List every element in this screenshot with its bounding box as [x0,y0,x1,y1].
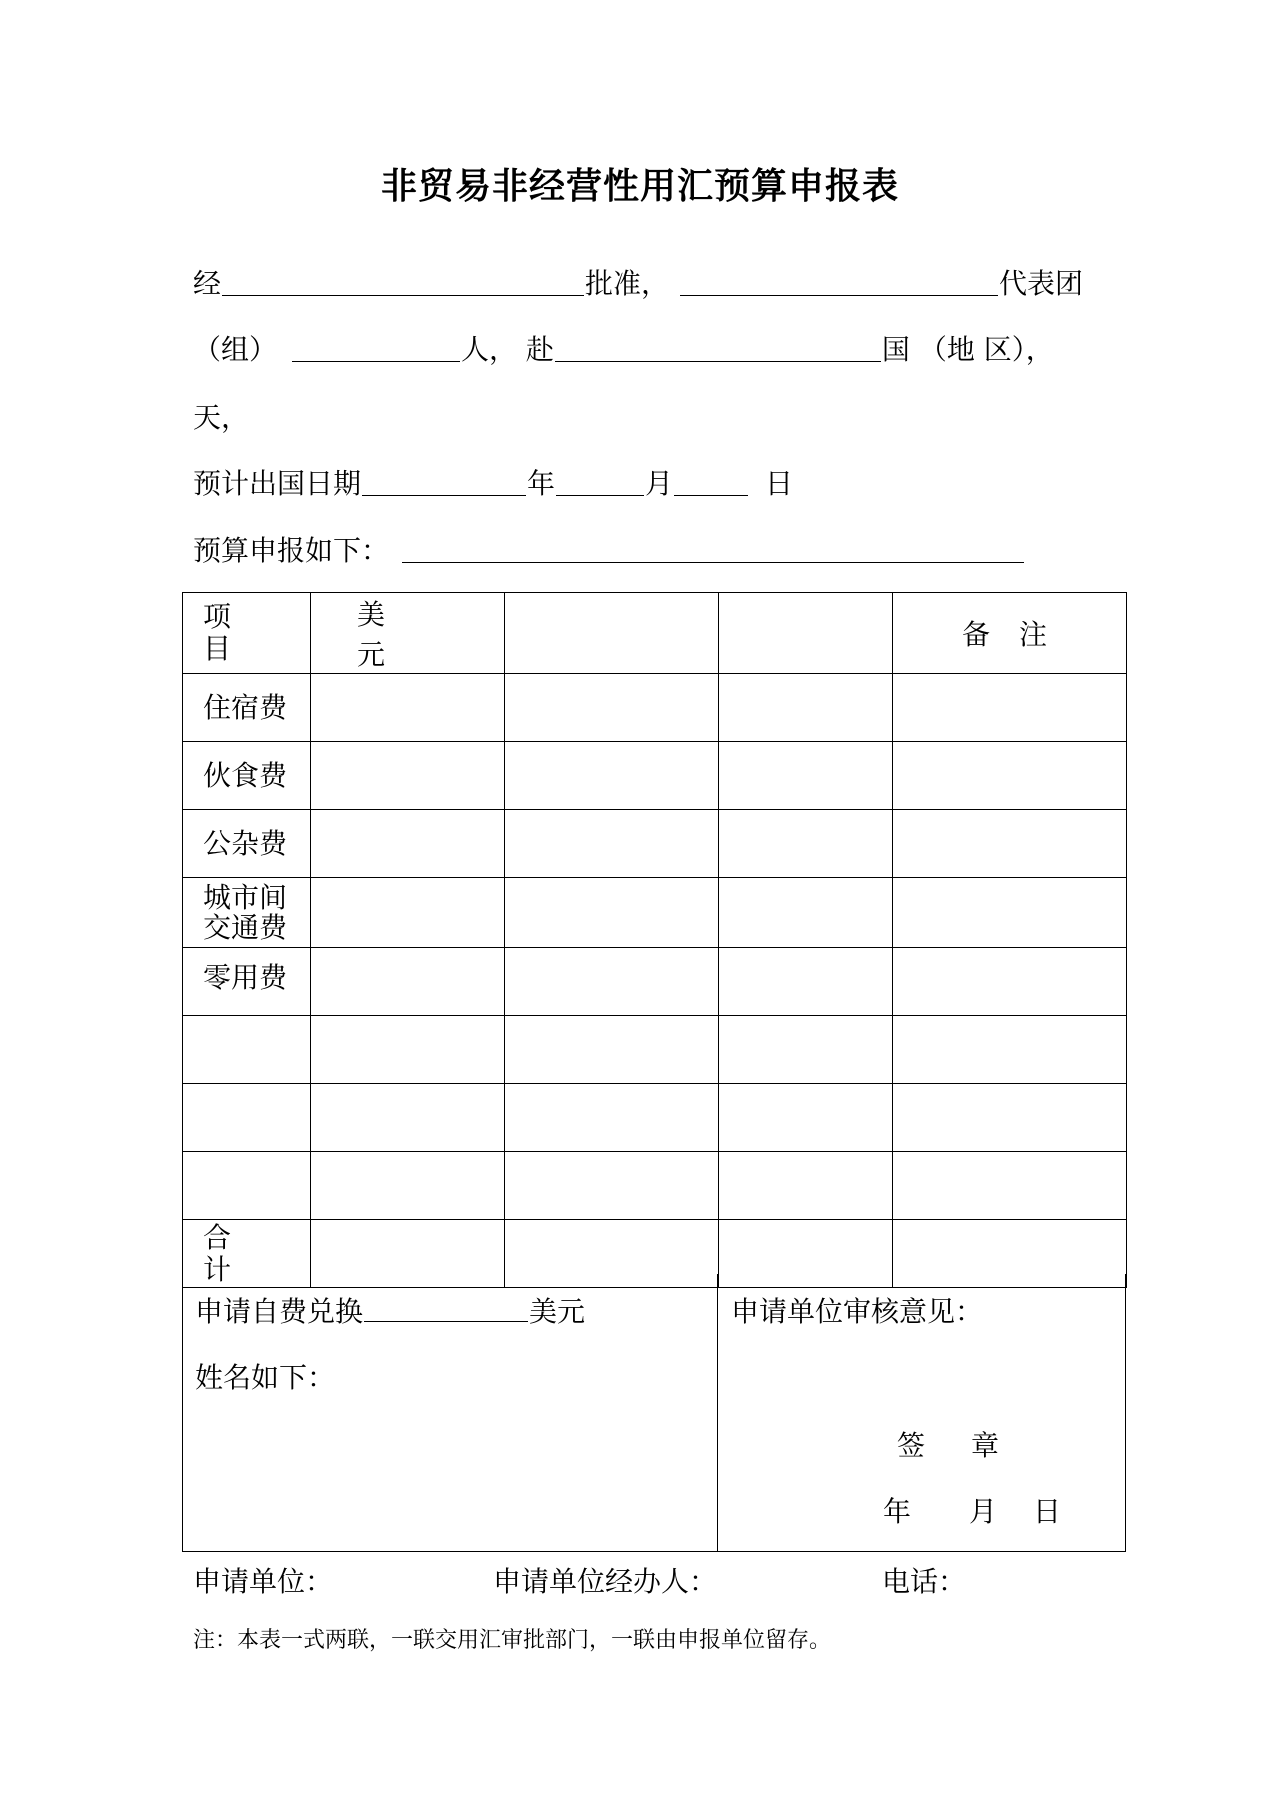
cell-usd[interactable] [311,1084,505,1152]
budget-intro-blank[interactable] [402,531,1024,563]
form-line-group [193,330,1054,370]
cell-usd[interactable] [311,1016,505,1084]
phone-label: 电话： [882,1565,967,1598]
table-row [183,810,1127,878]
cell-usd[interactable] [311,878,505,948]
departure-month-blank[interactable] [556,464,644,496]
cell[interactable] [505,742,719,810]
exchange-unit: 美元 [529,1295,586,1328]
budget-table [182,592,1127,1288]
departure-year-blank[interactable] [362,464,526,496]
form-line-departure-date [193,464,793,504]
form-line-days [193,398,249,438]
row-label-lodging: 住宿费 [183,674,311,742]
day-label: 日 [765,467,794,500]
cell-remarks[interactable] [893,878,1127,948]
footnote: 注：本表一式两联，一联交用汇审批部门，一联由申报单位留存。 [193,1628,832,1653]
handler-label: 申请单位经办人： [493,1565,718,1598]
review-year-label: 年 [883,1495,912,1528]
table-header-row [183,593,1127,674]
month-label: 月 [645,467,674,500]
cell[interactable] [719,674,893,742]
header-usd: 美 元 [311,593,505,674]
cell[interactable] [505,878,719,948]
cell[interactable] [719,1084,893,1152]
seal-label-1: 签 [897,1429,926,1462]
applicant-unit-label: 申请单位： [193,1565,334,1598]
cell-remarks[interactable] [893,948,1127,1016]
review-day-label: 日 [1033,1495,1062,1528]
cell[interactable] [505,810,719,878]
header-col3 [505,593,719,674]
group-mid: 人， 赴 [461,333,554,366]
table-row [183,1016,1127,1084]
row-label-pocket-money: 零用费 [183,948,311,1016]
table-row [183,878,1127,948]
row-label-intercity-transport: 城市间 交通费 [183,878,311,948]
cell-usd[interactable] [311,810,505,878]
cell-usd[interactable] [311,742,505,810]
cell-remarks[interactable] [893,1152,1127,1220]
form-line-budget-intro [193,531,1025,571]
table-row [183,1084,1127,1152]
approval-mid: 批准， [585,267,670,300]
days-label: 天， [193,401,250,434]
review-month-label: 月 [969,1495,998,1528]
row-label-miscellaneous: 公杂费 [183,810,311,878]
cell[interactable] [719,742,893,810]
destination-blank[interactable] [555,330,881,362]
seal-label-2: 章 [971,1429,1000,1462]
cell[interactable] [719,878,893,948]
cell-usd[interactable] [311,1152,505,1220]
delegation-suffix: 代表团 [999,267,1084,300]
form-line-approval [193,264,1083,304]
approver-blank[interactable] [222,264,584,296]
table-row [183,742,1127,810]
approval-prefix: 经 [193,267,222,300]
cell[interactable] [719,810,893,878]
exchange-amount-blank[interactable] [364,1290,528,1322]
cell-usd[interactable] [311,948,505,1016]
document-title: 非贸易非经营性用汇预算申报表 [380,166,899,207]
review-label: 申请单位审核意见： [731,1295,984,1328]
departure-date-label: 预计出国日期 [193,467,362,500]
cell[interactable] [505,1152,719,1220]
row-label-empty[interactable] [183,1152,311,1220]
cell-remarks[interactable] [893,674,1127,742]
exchange-label: 申请自费兑换 [195,1295,364,1328]
cell[interactable] [505,1016,719,1084]
budget-intro-label: 预算申报如下： [193,534,390,567]
row-label-empty[interactable] [183,1084,311,1152]
row-label-meals: 伙食费 [183,742,311,810]
destination-suffix: 国 （地 区）， [881,333,1054,366]
group-prefix: （组） [193,333,278,366]
table-row [183,948,1127,1016]
section-divider [717,1274,718,1551]
cell[interactable] [505,674,719,742]
header-remarks: 备 注 [893,593,1127,674]
cell[interactable] [505,948,719,1016]
names-label: 姓名如下： [195,1361,336,1394]
delegation-blank[interactable] [680,264,998,296]
row-label-total: 合 计 [183,1220,311,1288]
exchange-line [195,1290,585,1330]
people-count-blank[interactable] [292,330,460,362]
cell-usd[interactable] [311,674,505,742]
year-label: 年 [527,467,556,500]
row-label-empty[interactable] [183,1016,311,1084]
table-row [183,674,1127,742]
cell-remarks[interactable] [893,810,1127,878]
cell-remarks[interactable] [893,1084,1127,1152]
cell-remarks[interactable] [893,742,1127,810]
header-col4 [719,593,893,674]
table-row [183,1152,1127,1220]
cell[interactable] [719,1016,893,1084]
application-section [182,1274,1126,1552]
cell[interactable] [719,1152,893,1220]
cell[interactable] [505,1084,719,1152]
cell[interactable] [719,948,893,1016]
cell-remarks[interactable] [893,1016,1127,1084]
header-item: 项 目 [183,593,311,674]
departure-day-blank[interactable] [674,464,748,496]
